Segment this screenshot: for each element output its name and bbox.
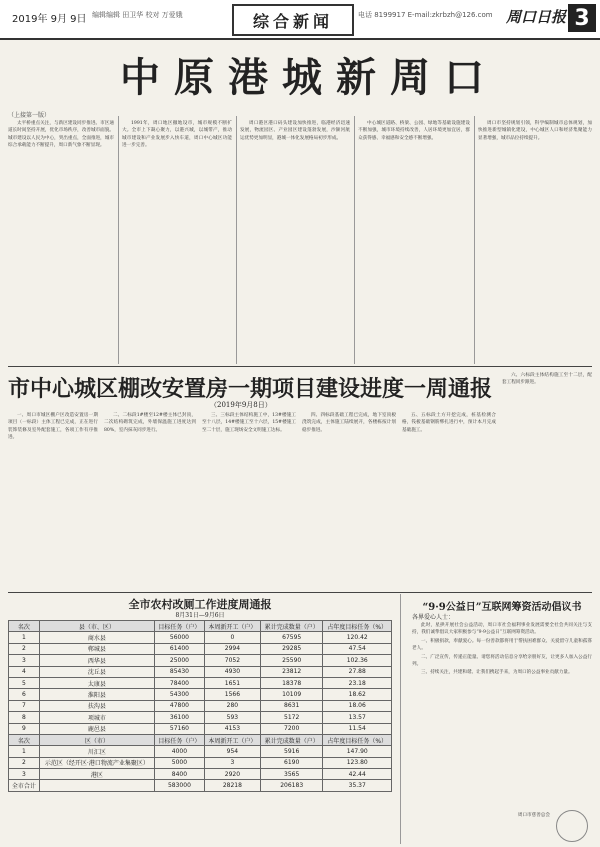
table-cell: 78400	[155, 677, 205, 688]
table-row	[9, 757, 392, 768]
table-row	[9, 666, 392, 677]
table-cell: 23.18	[323, 677, 392, 688]
section-rule	[8, 592, 592, 593]
table-cell	[39, 780, 154, 791]
table-cell: 8631	[260, 700, 322, 711]
table-cell: 2	[9, 643, 40, 654]
progress-table	[8, 620, 392, 792]
header-cell: 累计完成数量（户）	[260, 734, 322, 745]
header-cell: 本周新开工（户）	[204, 621, 260, 632]
table-cell: 扶沟县	[39, 700, 154, 711]
charity-logo-icon	[556, 810, 588, 842]
table-cell: 8	[9, 712, 40, 723]
table-cell: 9	[9, 723, 40, 734]
proposal-paragraph: 一、积极捐款，奉献爱心。每一份善款都将用于帮扶困难群众、关爱留守儿童和孤寡老人。	[412, 638, 592, 652]
lead-column-4	[358, 120, 470, 362]
table-cell: 4000	[155, 746, 205, 757]
section-rule	[8, 366, 592, 367]
column-divider	[474, 116, 475, 364]
proposal-paragraph: 三、持续关注，共建和谐。让我们携起手来，为周口的公益事业贡献力量。	[421, 670, 573, 676]
table-cell: 3	[204, 757, 260, 768]
report-paragraph: 三、三标段主体结构施工中，13#楼施工至十八层，14#楼施工至十六层，15#楼施工至二十层，施工现场安全文明施工达标。	[202, 413, 296, 433]
header-cell: 名次	[9, 734, 40, 745]
table-cell: 3	[9, 769, 40, 780]
issue-date: 2019年 9月 9日	[12, 14, 87, 25]
table-cell: 川汇区	[39, 746, 154, 757]
table-cell: 7	[9, 700, 40, 711]
table-cell: 27.88	[323, 666, 392, 677]
table-cell: 35.37	[323, 780, 392, 791]
header-cell: 目标任务（户）	[155, 734, 205, 745]
table-row	[9, 712, 392, 723]
table-cell: 港区	[39, 769, 154, 780]
editor-credits: 编辑编辑 田卫华 校对 万爱娥	[92, 11, 183, 19]
report-column-4	[302, 412, 396, 588]
table-cell: 29285	[260, 643, 322, 654]
table-cell: 206183	[260, 780, 322, 791]
table-cell: 4153	[204, 723, 260, 734]
table-cell: 太康县	[39, 677, 154, 688]
table-cell: 102.36	[323, 655, 392, 666]
table-cell: 商水县	[39, 632, 154, 643]
table-cell: 7200	[260, 723, 322, 734]
table-cell: 583000	[155, 780, 205, 791]
lead-paragraph: 1991年，周口地区撤地设市，城市规模不断扩大。全市上下凝心聚力，以港兴城，以城带产，推动城市建设和产业发展步入快车道，周口中心城区功能进一步完善。	[122, 121, 232, 149]
header-cell: 占年度目标任务（%）	[323, 734, 392, 745]
header-cell: 累计完成数量（户）	[260, 621, 322, 632]
table-cell: 4930	[204, 666, 260, 677]
table-cell: 36100	[155, 712, 205, 723]
table-cell: 西华县	[39, 655, 154, 666]
table-cell: 10109	[260, 689, 322, 700]
lead-paragraph: 太平桥重点关注，与新区建设同步推进。市区通道长时间坚持开展，优化市场秩序，改善城市面貌。城市建设以人民为中心，突出重点，全面推进，城市综合承载能力不断提升，周口新气象不断显现。	[8, 121, 114, 149]
table-total-row	[9, 780, 392, 791]
header-cell: 本周新开工（户）	[204, 734, 260, 745]
report-paragraph: 六、六标段主体结构施工至十二层，配套工程同步跟进。	[502, 373, 592, 386]
table-cell: 5000	[155, 757, 205, 768]
table-title: 全市农村改厕工作进度周通报	[128, 598, 272, 611]
lead-column-1	[8, 120, 114, 362]
table-cell: 57160	[155, 723, 205, 734]
table-cell: 280	[204, 700, 260, 711]
column-divider	[236, 116, 237, 364]
table-cell: 沈丘县	[39, 666, 154, 677]
table-row	[9, 700, 392, 711]
header-cell: 目标任务（户）	[155, 621, 205, 632]
proposal-body	[412, 622, 592, 808]
table-cell: 3	[9, 655, 40, 666]
table-cell: 鹿邑县	[39, 723, 154, 734]
lead-headline: 中原港城新周口	[120, 54, 498, 101]
header-cell: 占年度目标任务（%）	[323, 621, 392, 632]
table-header-row	[9, 621, 392, 632]
proposal-title: “9·9公益日”互联网筹资活动倡议书	[422, 602, 582, 613]
proposal-signature: 周口市慈善总会	[517, 813, 550, 818]
table-cell: 18.62	[323, 689, 392, 700]
table-cell: 147.90	[323, 746, 392, 757]
table-cell: 67595	[260, 632, 322, 643]
column-divider	[354, 116, 355, 364]
lead-byline: （上接第一版）	[8, 112, 51, 119]
table-cell: 28218	[204, 780, 260, 791]
table-cell: 42.44	[323, 769, 392, 780]
table-cell: 5916	[260, 746, 322, 757]
table-cell: 23812	[260, 666, 322, 677]
table-cell: 7052	[204, 655, 260, 666]
table-cell: 8400	[155, 769, 205, 780]
contact-info: 电话 8199917 E-mail:zkrbzh@126.com	[358, 11, 493, 19]
proposal-salutation: 各界爱心人士：	[412, 614, 455, 621]
lead-paragraph: 中心城区道路、桥梁、公园、绿地等基础设施建设不断加强，城市环境持续改善，人居环境更加宜居，群众获得感、幸福感和安全感不断增强。	[358, 121, 470, 141]
newspaper-logo: 周口日报	[506, 8, 567, 26]
table-row	[9, 655, 392, 666]
report-paragraph: 五、五标段土方开挖完成，桩基检测合格，筏板基础钢筋绑扎进行中，预计本月完成基础施工。	[402, 413, 496, 433]
table-cell: 120.42	[323, 632, 392, 643]
table-cell: 61400	[155, 643, 205, 654]
table-cell: 1	[9, 746, 40, 757]
header-cell: 名次	[9, 621, 40, 632]
lead-column-2	[122, 120, 232, 362]
report-column-1	[8, 412, 98, 588]
lead-column-3	[240, 120, 350, 362]
table-date: 8月31日—9月6日	[175, 612, 225, 619]
table-cell: 6	[9, 689, 40, 700]
table-cell: 2994	[204, 643, 260, 654]
lead-column-5	[478, 120, 592, 362]
page-number: 3	[568, 4, 596, 32]
table-cell: 5	[9, 677, 40, 688]
table-cell: 18.06	[323, 700, 392, 711]
lead-paragraph: 周口港区港口码头建设加快推进，临港经济迅速发展，物流园区、产业园区建设蓬勃发展，沙颍河航运优势更加明显，港城一体化发展格局初步形成。	[240, 121, 350, 141]
lead-paragraph: 周口市坚持规划引领，科学编制城市总体规划，加快推进新型城镇化建设，中心城区人口和经济集聚能力显著增强，城市品位持续提升。	[478, 121, 592, 141]
table-cell: 25590	[260, 655, 322, 666]
header-cell: 县（市、区）	[39, 621, 154, 632]
table-cell: 56000	[155, 632, 205, 643]
section-title: 综合新闻	[232, 4, 354, 36]
report-column-2	[104, 412, 196, 588]
table-cell: 954	[204, 746, 260, 757]
table-cell: 淮阳县	[39, 689, 154, 700]
table-cell: 13.57	[323, 712, 392, 723]
table-cell: 25000	[155, 655, 205, 666]
report-paragraph: 二、二标段1#楼至12#楼主体已封顶，二次结构砌筑完成，外墙保温施工进度达到80%，室内抹灰同步进行。	[104, 413, 196, 433]
table-cell: 2920	[204, 769, 260, 780]
report-column-3	[202, 412, 296, 588]
proposal-paragraph: 二、广泛宣传，传递正能量。请您将活动信息分享给亲朋好友，让更多人加入公益行列。	[412, 654, 592, 668]
table-cell: 示范区（经开区·港口物流产业集聚区）	[39, 757, 154, 768]
report-paragraph: 四、四标段基础工程已完成，地下室顶板浇筑完成，主体施工陆续展开，各楼栋按计划稳步推进。	[302, 413, 396, 433]
masthead-bar	[0, 0, 600, 40]
table-cell: 47.54	[323, 643, 392, 654]
table-row	[9, 723, 392, 734]
table-cell: 1566	[204, 689, 260, 700]
table-cell: 1	[9, 632, 40, 643]
table-cell: 1651	[204, 677, 260, 688]
table-cell: 47800	[155, 700, 205, 711]
table-cell: 18378	[260, 677, 322, 688]
report-column-5	[402, 412, 496, 588]
table-row	[9, 677, 392, 688]
progress-report-headline: 市中心城区棚改安置房一期项目建设进度一周通报	[8, 376, 493, 402]
table-cell: 0	[204, 632, 260, 643]
report-column-6	[502, 372, 592, 588]
table-cell: 123.80	[323, 757, 392, 768]
table-cell: 85430	[155, 666, 205, 677]
table-row	[9, 746, 392, 757]
table-cell: 全市合计	[9, 780, 40, 791]
table-subheader-row	[9, 734, 392, 745]
column-divider	[118, 116, 119, 364]
table-cell: 593	[204, 712, 260, 723]
table-row	[9, 632, 392, 643]
table-body	[9, 632, 392, 791]
table-cell: 11.54	[323, 723, 392, 734]
table-cell: 3565	[260, 769, 322, 780]
table-row	[9, 769, 392, 780]
table-cell: 54300	[155, 689, 205, 700]
table-cell: 郸城县	[39, 643, 154, 654]
header-cell: 区（市）	[39, 734, 154, 745]
table-row	[9, 643, 392, 654]
table-cell: 6190	[260, 757, 322, 768]
table-row	[9, 689, 392, 700]
table-cell: 2	[9, 757, 40, 768]
progress-report-date: （2019年9月8日）	[210, 401, 272, 409]
proposal-paragraph: 此时，星拱开展社会公益活动，周口市社会福利事业发展需要全社会共同关注与支持，我们诚挚倡议大家积极参与“9·9公益日”互联网筹资活动。	[412, 623, 592, 636]
table-cell: 4	[9, 666, 40, 677]
report-paragraph: 一、周口市城区棚户区改造安置房一期项目（一标段）主体工程已完成，正在进行装饰装修及室外配套施工，各项工作有序推进。	[8, 413, 98, 441]
column-divider	[400, 594, 401, 844]
table-cell: 5172	[260, 712, 322, 723]
table-cell: 项城市	[39, 712, 154, 723]
